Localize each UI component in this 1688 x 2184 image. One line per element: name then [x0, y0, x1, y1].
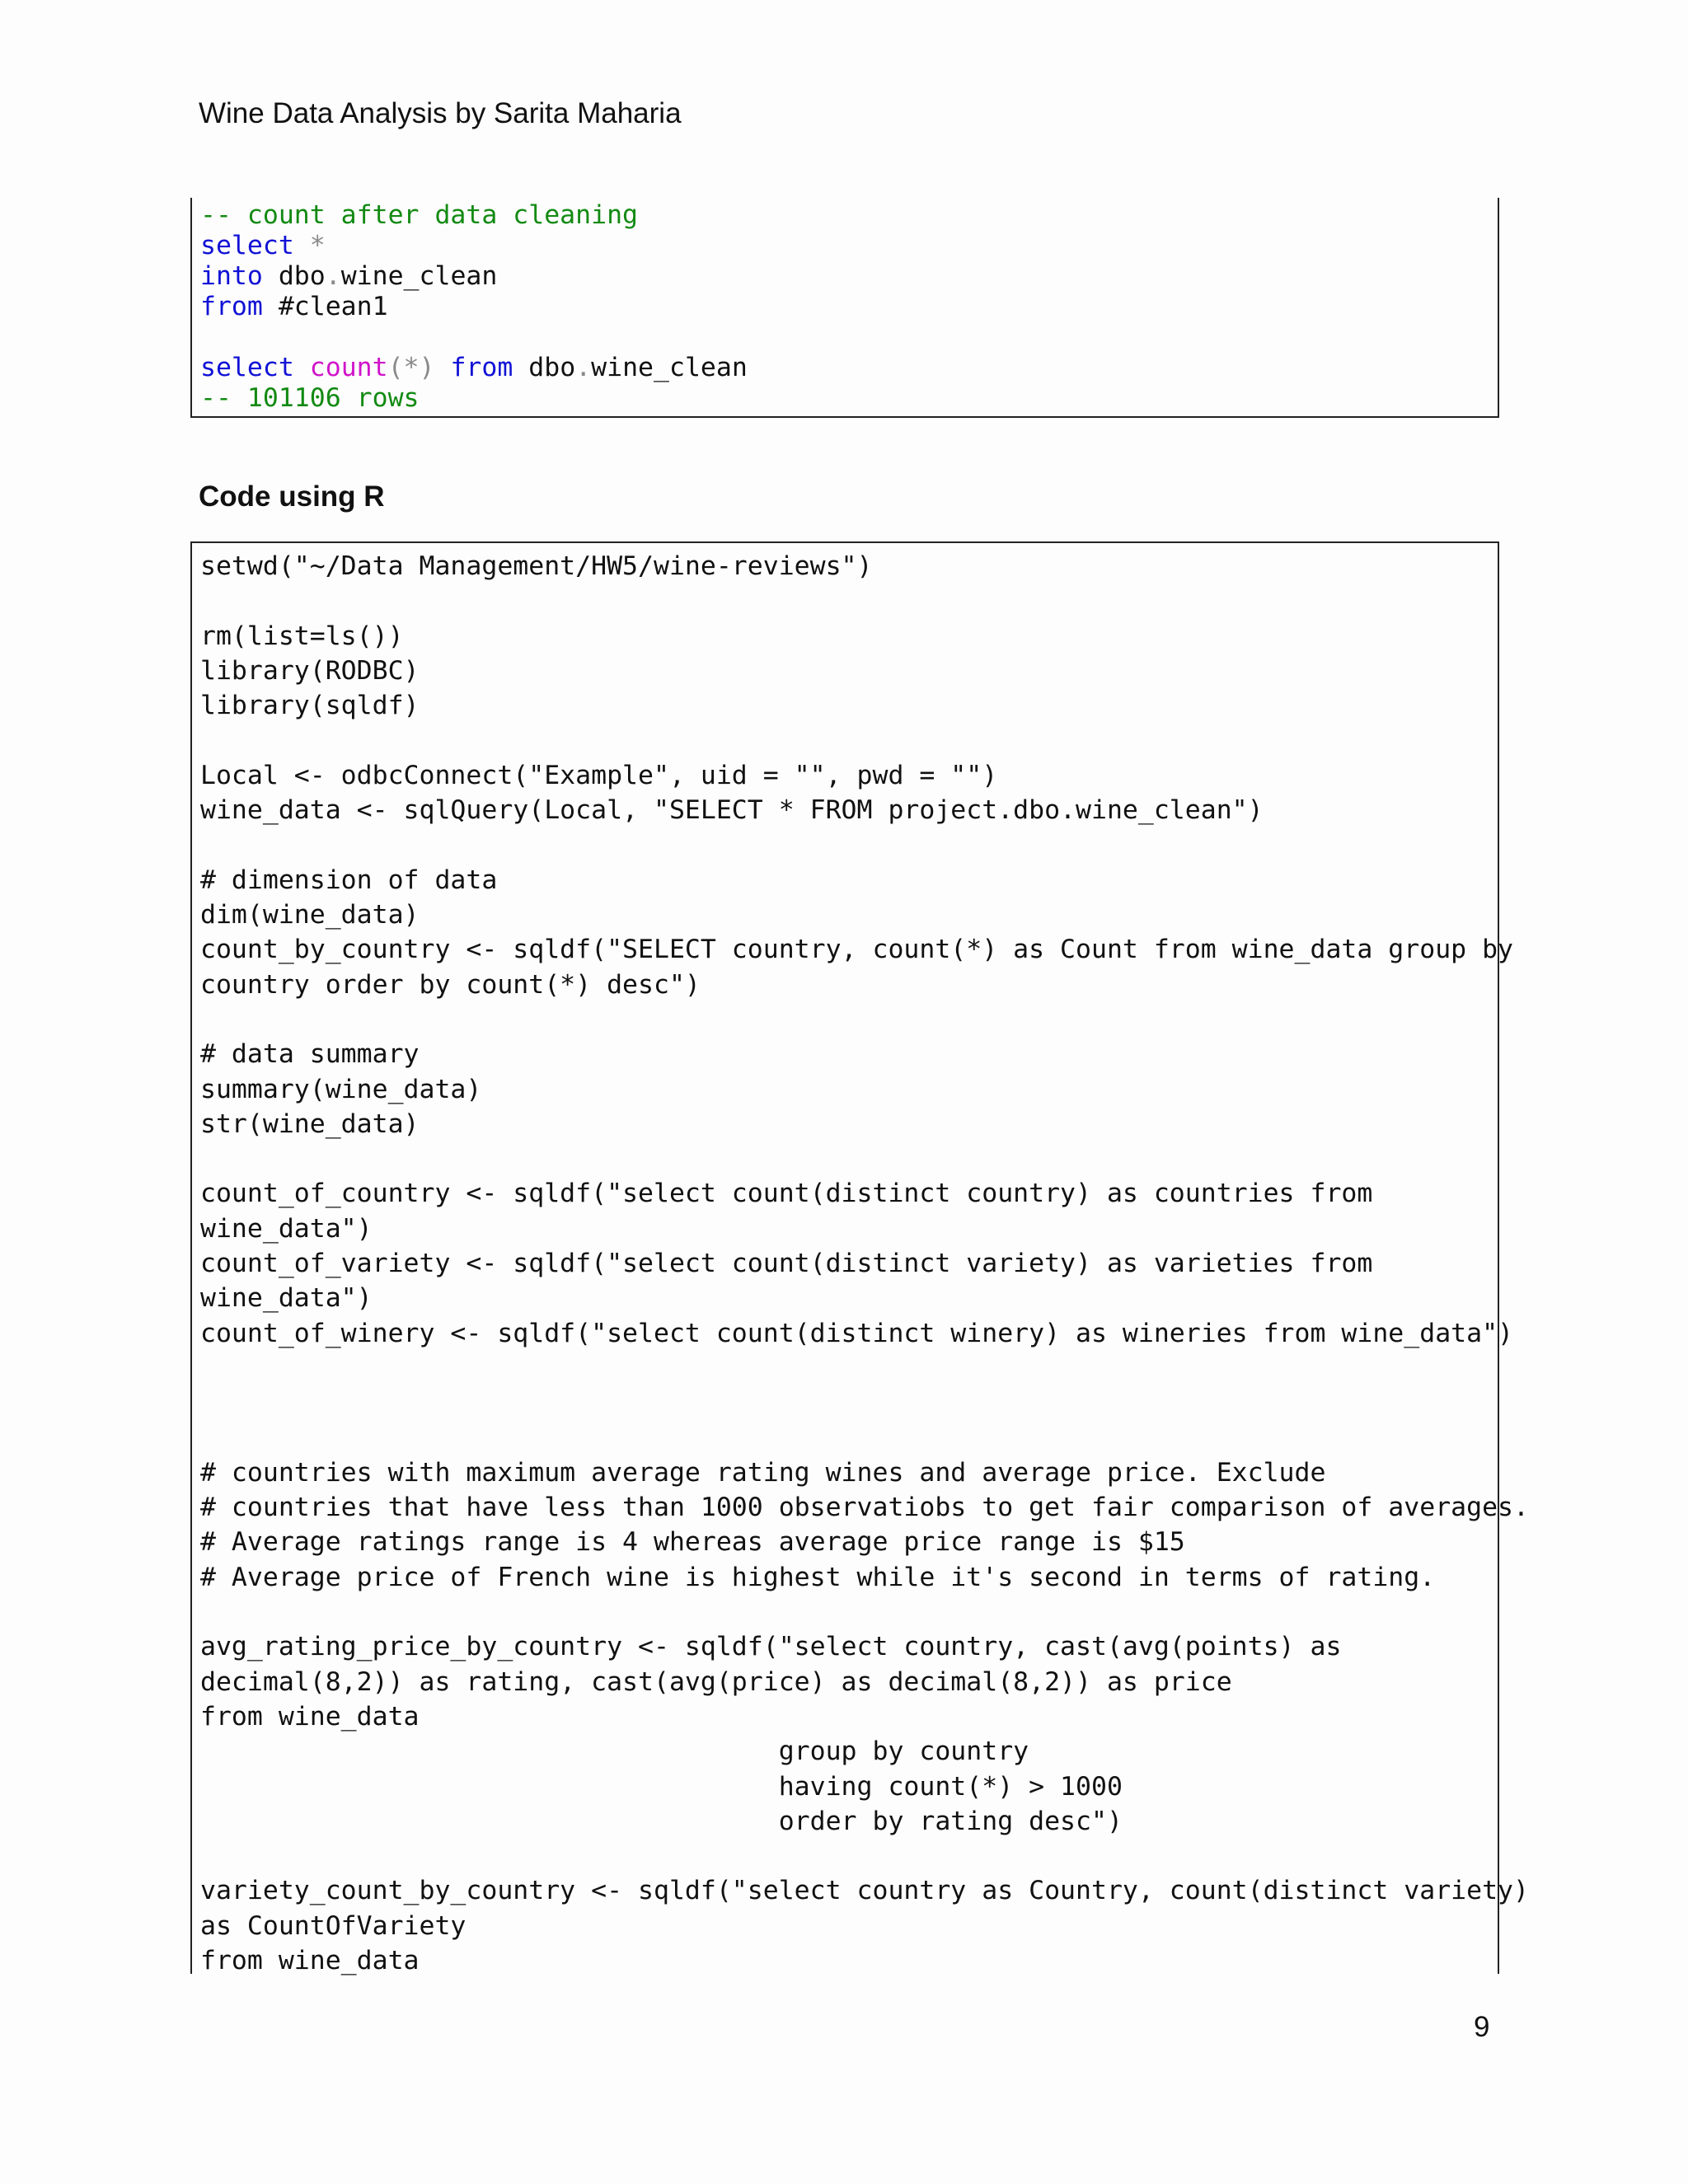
sql-keyword: from — [200, 292, 263, 321]
code-line: having count(*) > 1000 — [200, 1771, 1123, 1802]
code-line: decimal(8,2)) as rating, cast(avg(price) as decimal(8,2)) as price — [200, 1666, 1232, 1697]
code-token: . — [325, 261, 341, 291]
code-line — [200, 228, 326, 263]
sql-keyword: into — [200, 261, 263, 291]
code-line — [200, 259, 497, 293]
code-token: wine_clean — [340, 261, 498, 291]
code-line — [200, 381, 420, 415]
code-token: #clean1 — [262, 292, 388, 321]
r-code-block — [190, 541, 1529, 1975]
code-line: variety_count_by_country <- sqldf("select country as Country, count(distinct variety) — [200, 1876, 1529, 1906]
page-header: Wine Data Analysis by Sarita Maharia — [199, 97, 682, 129]
code-line: setwd("~/Data Management/HW5/wine-reviews") — [200, 551, 873, 581]
code-line: count_of_winery <- sqldf("select count(distinct winery) as wineries from wine_data") — [200, 1318, 1514, 1348]
code-line: as CountOfVariety — [200, 1910, 467, 1941]
code-line: from wine_data — [200, 1946, 420, 1975]
code-line: # countries that have less than 1000 observatiobs to get fair comparison of averages. — [200, 1493, 1529, 1523]
page-number: 9 — [1474, 2011, 1490, 2043]
code-line: wine_data") — [200, 1213, 373, 1244]
sql-function: count — [309, 353, 388, 382]
code-line: country order by count(*) desc") — [200, 969, 701, 1000]
sql-keyword: select — [200, 231, 294, 260]
code-comment: -- count after data cleaning — [200, 200, 639, 230]
code-line: # dimension of data — [200, 865, 498, 895]
code-line — [200, 198, 638, 232]
sql-keyword: select — [200, 353, 294, 382]
code-line: count_by_country <- sqldf("SELECT country, count(*) as Count from wine_data group by — [200, 935, 1514, 965]
code-line: count_of_variety <- sqldf("select count(distinct variety) as varieties from — [200, 1249, 1373, 1278]
code-line: # Average price of French wine is highest while it's second in terms of rating. — [200, 1562, 1436, 1592]
code-line: wine_data <- sqlQuery(Local, "SELECT * FROM project.dbo.wine_clean") — [200, 795, 1264, 826]
code-line: # data summary — [200, 1039, 420, 1070]
code-line: # Average ratings range is 4 whereas average price range is $15 — [200, 1527, 1185, 1558]
code-line: wine_data") — [200, 1283, 373, 1314]
code-line: group by country — [200, 1736, 1029, 1767]
code-line: summary(wine_data) — [200, 1074, 482, 1104]
code-line: from wine_data — [200, 1701, 420, 1732]
code-line: rm(list=ls()) — [200, 621, 404, 651]
code-token: wine_clean — [591, 353, 748, 382]
code-line: library(RODBC) — [200, 655, 420, 686]
code-token: (*) — [387, 353, 435, 382]
sql-code-block — [190, 198, 1499, 418]
code-line: # countries with maximum average rating wines and average price. Exclude — [200, 1457, 1326, 1488]
code-token: dbo — [513, 353, 576, 382]
code-token: dbo — [262, 261, 326, 291]
code-line: count_of_country <- sqldf("select count(distinct country) as countries from — [200, 1179, 1373, 1209]
code-line — [200, 289, 388, 324]
code-line: dim(wine_data) — [200, 900, 420, 930]
code-comment: -- 101106 rows — [200, 383, 420, 413]
code-token: * — [293, 231, 326, 260]
section-title: Code using R — [199, 480, 385, 513]
code-line: order by rating desc") — [200, 1806, 1123, 1836]
code-line: library(sqldf) — [200, 691, 420, 721]
code-line: str(wine_data) — [200, 1108, 420, 1139]
code-line — [200, 350, 748, 385]
code-line: Local <- odbcConnect("Example", uid = "", pwd = "") — [200, 760, 998, 790]
code-line: avg_rating_price_by_country <- sqldf("select country, cast(avg(points) as — [200, 1632, 1342, 1662]
sql-keyword: from — [450, 353, 513, 382]
code-token: . — [575, 353, 592, 382]
